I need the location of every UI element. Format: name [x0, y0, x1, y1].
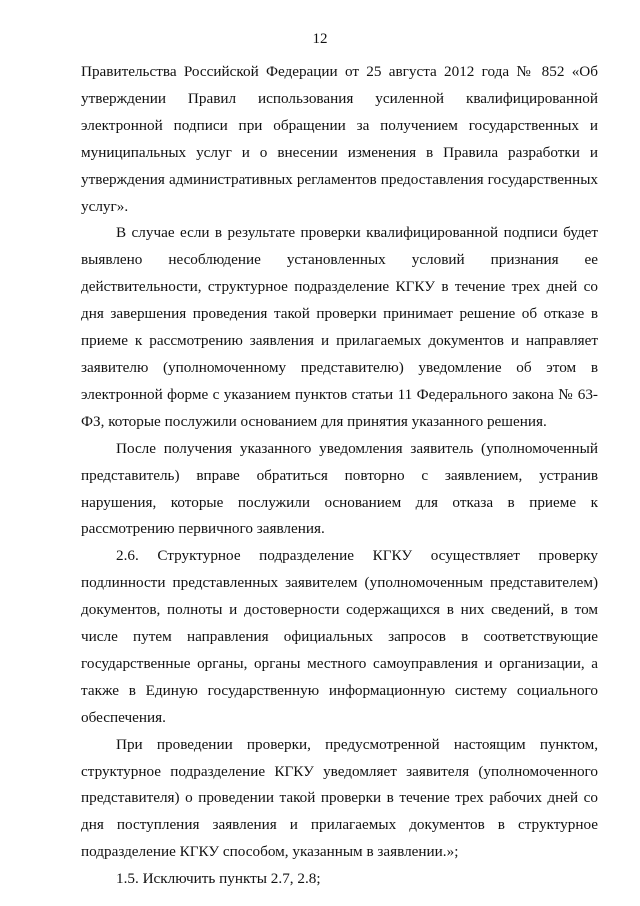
paragraph-clause-2-6: 2.6. Структурное подразделение КГКУ осуществляет проверку подлинности представленных заявителем (уполномоченным представителем) документов, полноты и достоверности содержащихся в них сведений, в том числе путем направления официальных запросов в соответствующие государственные органы, органы местного самоуправления и организации, а также в Единую государственную информационную систему социального обеспечения.	[81, 547, 598, 726]
document-body	[81, 59, 598, 893]
paragraph-continuation: Правительства Российской Федерации от 25 августа 2012 года № 852 «Об утверждении Правил использования усиленной квалифицированной электронной подписи при обращении за получением государственных и муниципальных услуг и о внесении изменения в Правила разработки и утверждения административных регламентов предоставления государственных услуг».	[81, 63, 598, 215]
page-number: 12	[312, 31, 328, 47]
paragraph-clause-1-5: 1.5. Исключить пункты 2.7, 2.8;	[116, 870, 321, 888]
paragraph-signature-check: В случае если в результате проверки квалифицированной подписи будет выявлено несоблюдение установленных условий признания ее действительности, структурное подразделение КГКУ в течение трех дней со дня завершения проведения такой проверки принимает решение об отказе в приеме к рассмотрению заявления и прилагаемых документов и направляет заявителю (уполномоченному представителю) уведомление об этом в электронной форме с указанием пунктов статьи 11 Федерального закона № 63-ФЗ, которые послужили основанием для принятия указанного решения.	[81, 224, 598, 430]
paragraph-repeat-application: После получения указанного уведомления заявитель (уполномоченный представитель) вправе обратиться повторно с заявлением, устранив нарушения, которые послужили основанием для отказа в приеме к рассмотрению первичного заявления.	[81, 439, 598, 538]
paragraph-verification-notice: При проведении проверки, предусмотренной настоящим пунктом, структурное подразделение КГКУ уведомляет заявителя (уполномоченного представителя) о проведении такой проверки в течение трех рабочих дней со дня поступления заявления и прилагаемых документов в структурное подразделение КГКУ способом, указанным в заявлении.»;	[81, 735, 598, 861]
